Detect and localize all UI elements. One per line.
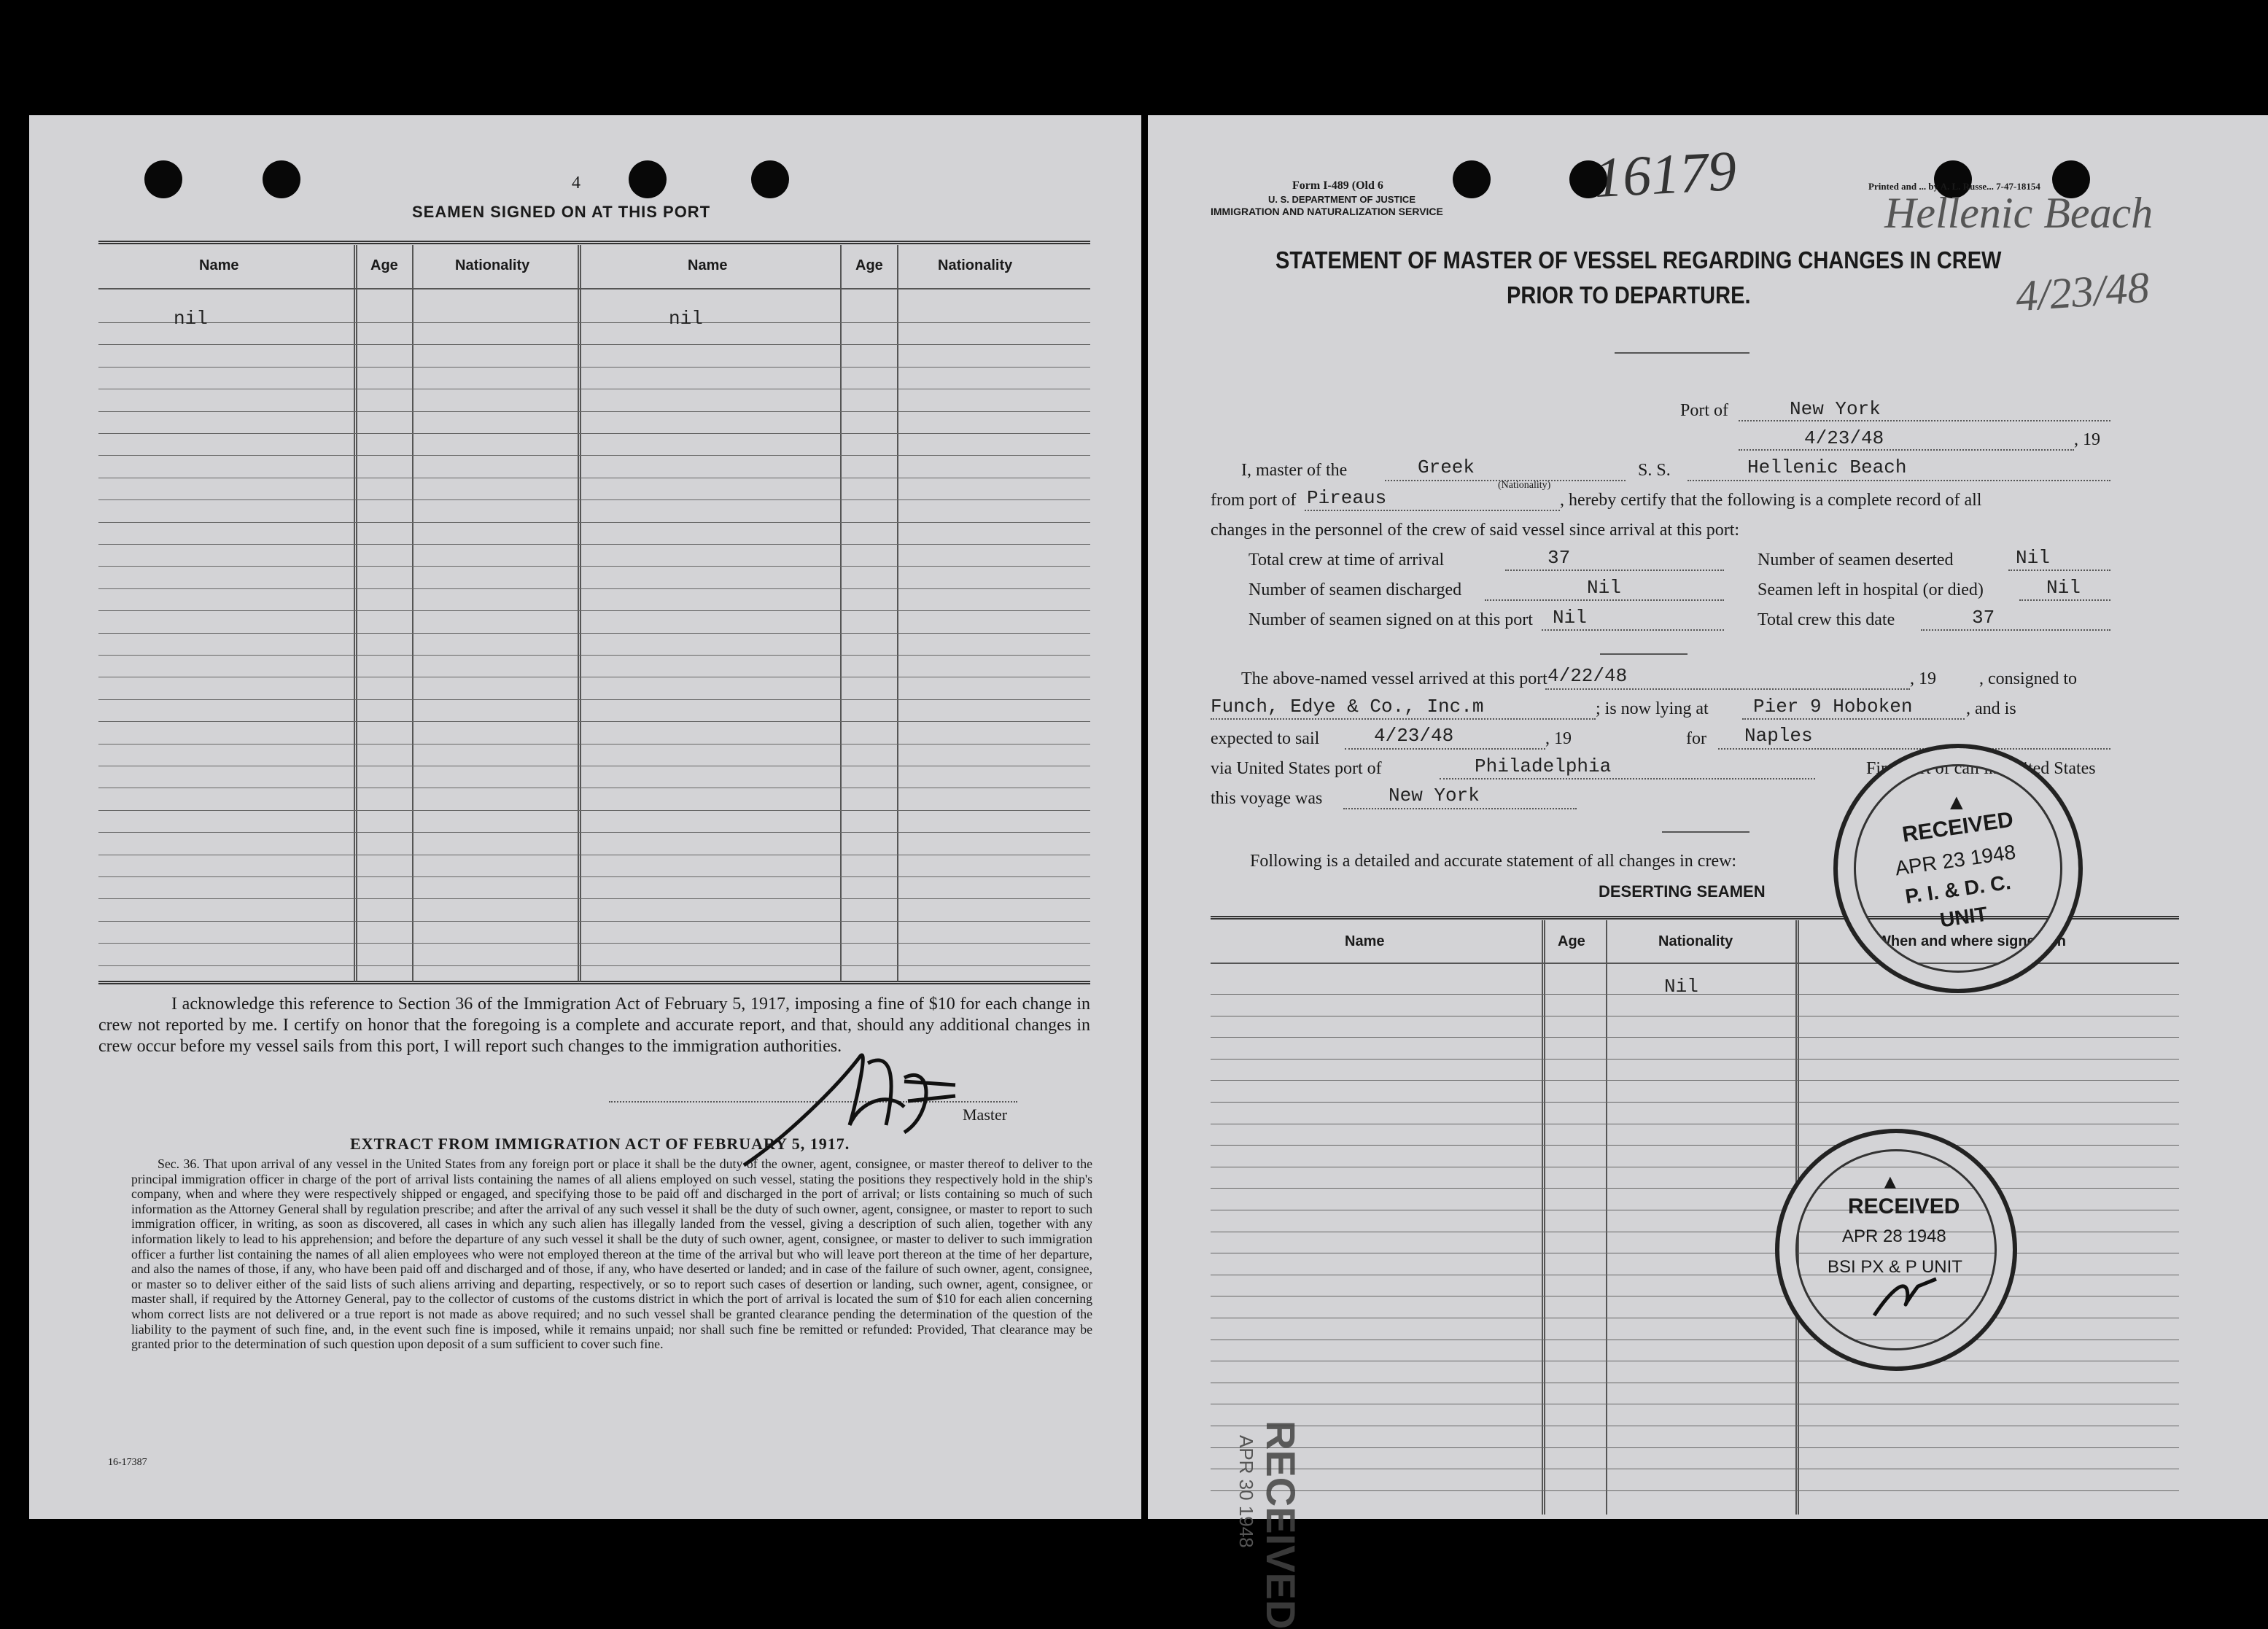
printed-by: Printed and ... by A. L. Russe... 7-47-18154	[1868, 181, 2040, 192]
date-value: 4/23/48	[1804, 427, 1884, 449]
stamp-initials	[1779, 1133, 2013, 1366]
table-row-line	[1211, 1447, 2179, 1448]
form-title-line1: STATEMENT OF MASTER OF VESSEL REGARDING CHANGES IN CREW	[1275, 246, 2002, 273]
ship-line	[1688, 480, 2110, 481]
from-port-label: from port of	[1211, 491, 1297, 510]
punch-hole	[1453, 160, 1491, 198]
table-entry: nil	[669, 308, 703, 330]
following-text: Following is a detailed and accurate statement of all changes in crew:	[1250, 852, 1737, 871]
table-row-line	[1211, 1037, 2179, 1038]
handwritten-ship: Hellenic Beach	[1884, 189, 2154, 237]
from-port-line	[1305, 510, 1560, 511]
master-label: Master	[963, 1105, 1008, 1124]
voyage-line	[1343, 808, 1577, 809]
total-arrival-label: Total crew at time of arrival	[1248, 551, 1445, 569]
deserted-value: Nil	[2016, 547, 2050, 569]
extract-title: EXTRACT FROM IMMIGRATION ACT OF FEBRUARY 5, 1917.	[350, 1135, 850, 1153]
master-of-label: I, master of the	[1241, 461, 1348, 480]
stamp1-line4: UNIT	[1938, 902, 1989, 932]
deserted-line	[2008, 569, 2110, 571]
arrived-suffix: , 19	[1910, 669, 1936, 688]
form-title-line2: PRIOR TO DEPARTURE.	[1507, 281, 1751, 308]
table-row-line	[1211, 1102, 2179, 1103]
stamp2-line2: APR 28 1948	[1842, 1226, 1946, 1246]
handwritten-number: 16179	[1592, 138, 1739, 210]
deserting-header-nationality: Nationality	[1658, 933, 1733, 949]
extract-text: Sec. 36. That upon arrival of any vessel in the United States from any foreign port or place it shall be the duty of the owner, agent, consignee, or master thereof to deliver to the principal immigration officer in charge of the port of arrival lists containing the names of all aliens employed on such vessel, stating the positions they respectively hold in the ship's company, when and where they were respectively shipped or engaged, and specifying those to be paid off and discharged in the port of arrival; or lists containing so much of such information as the Attorney General shall by regulation prescribe; and after the arrival of any such vessel it shall be the duty of such owner, agent, consignee, or master to report to such immigration officer, in writing, as soon as discovered, all cases in which any such alien has illegally landed from the vessel, giving a description of such alien, together with any information likely to lead to his apprehension; and before the departure of any such vessel it shall be the duty of such owner, agent, consignee, or master to deliver to such immigration officer a further list containing the names of all alien employees who were not employed thereon at the time of the arrival but who will leave port thereon at the time of her departure, and also the names of those, if any, who have been paid off and discharged and of those, if any, who have deserted or landed; and in case of the failure of such owner, agent, consignee, or master so to deliver either of the said lists of such aliens arriving and departing, respectively, or so to report such cases of desertion or landing, such owner, agent, consignee, or master shall, if required by the Attorney General, pay to the collector of customs of the customs district in which the port of arrival is located the sum of $10 for each alien concerning whom correct lists are not delivered or a true report is not made as above required; and no such vessel shall be granted clearance pending the determination of the question of the liability to the payment of such fine, and, in the event such fine is imposed, while it remains unpaid; nor shall such fine be remitted or refunded: Provided, That clearance may be granted prior to the determination of such question upon deposit of a sum sufficient to cover such fine.	[131, 1156, 1092, 1352]
deserting-title: DESERTING SEAMEN	[1599, 882, 1766, 901]
stamp3-date: APR 30 1948	[1235, 1435, 1257, 1548]
received-stamp-2	[1775, 1129, 2017, 1371]
ship-value: Hellenic Beach	[1747, 456, 1907, 478]
nationality-value: Greek	[1418, 456, 1475, 478]
header-nationality: Nationality	[455, 257, 530, 273]
received-stamp-1	[1833, 744, 2083, 993]
page-number: 4	[572, 174, 580, 193]
certify-text: , hereby certify that the following is a complete record of all	[1560, 491, 1982, 510]
lying-value: Pier 9 Hoboken	[1753, 696, 1913, 718]
via-line	[1440, 778, 1815, 779]
deserting-header-age: Age	[1558, 933, 1585, 949]
expected-line	[1345, 748, 1545, 750]
total-date-value: 37	[1972, 607, 1995, 629]
deserting-header-name: Name	[1345, 933, 1385, 949]
port-line	[1739, 420, 2110, 421]
changes-text: changes in the personnel of the crew of said vessel since arrival at this port:	[1211, 521, 1740, 540]
received-stamp-3: RECEIVED	[1258, 1420, 1304, 1629]
deserting-entry: Nil	[1664, 976, 1698, 998]
header-age: Age	[855, 257, 883, 273]
voyage-underline	[1662, 831, 1749, 833]
and-is: , and is	[1966, 699, 2016, 718]
expected-label: expected to sail	[1211, 729, 1320, 748]
table-row-line	[1211, 1080, 2179, 1081]
right-page	[1148, 115, 2268, 1629]
total-date-label: Total crew this date	[1758, 610, 1895, 629]
header-age: Age	[370, 257, 398, 273]
stamp2-line3: BSI PX & P UNIT	[1828, 1257, 1962, 1277]
table-row-line	[1211, 1059, 2179, 1060]
date-line	[1739, 449, 2074, 451]
discharged-value: Nil	[1587, 577, 1621, 599]
stamp1-line3: P. I. & D. C.	[1903, 871, 2013, 908]
consignee-value: Funch, Edye & Co., Inc.m	[1211, 696, 1484, 718]
port-label: Port of	[1680, 401, 1728, 420]
department: U. S. DEPARTMENT OF JUSTICE	[1268, 194, 1415, 205]
total-arrival-value: 37	[1547, 547, 1571, 569]
via-label: via United States port of	[1211, 759, 1382, 778]
table-row-line	[1211, 1145, 2179, 1146]
total-date-line	[1921, 629, 2110, 631]
arrived-line	[1545, 688, 1910, 690]
hospital-line	[2019, 599, 2110, 601]
table-row-line	[1211, 1188, 2179, 1189]
table-row-line	[1211, 1490, 2179, 1491]
from-port-value: Pireaus	[1307, 487, 1387, 509]
arrived-value: 4/22/48	[1547, 665, 1628, 687]
stamp-arrow-icon: ▲	[1880, 1171, 1900, 1194]
hospital-value: Nil	[2046, 577, 2081, 599]
for-line	[1718, 748, 2110, 750]
handwritten-date: 4/23/48	[2013, 263, 2151, 321]
section-title: SEAMEN SIGNED ON AT THIS PORT	[412, 203, 711, 221]
stamp-arrow-icon: ▲	[1946, 790, 1968, 815]
stats-underline	[1600, 653, 1688, 655]
voyage-value: New York	[1389, 785, 1480, 806]
nationality-caption: (Nationality)	[1498, 480, 1551, 491]
acknowledgement-text: I acknowledge this reference to Section 36 of the Immigration Act of February 5, 1917, imposing a fine of $10 for each change in crew not reported by me. I certify on honor that the foregoing is a complete and accurate report, and that, should any additional changes in crew occur before my vessel sails from this port, I will report such changes to the immigration authorities.	[98, 995, 1090, 1056]
arrived-label: The above-named vessel arrived at this port	[1241, 669, 1547, 688]
for-label: for	[1686, 729, 1706, 748]
form-code: 16-17387	[108, 1457, 147, 1468]
date-suffix: , 19	[2074, 430, 2100, 449]
deserting-header-signed: When and where signed on	[1877, 933, 2066, 949]
service: IMMIGRATION AND NATURALIZATION SERVICE	[1211, 206, 1443, 217]
total-arrival-line	[1505, 569, 1724, 571]
header-name: Name	[688, 257, 728, 273]
deserted-label: Number of seamen deserted	[1758, 551, 1954, 569]
consignee-line	[1211, 718, 1596, 720]
discharged-line	[1485, 599, 1724, 601]
first-port-label: First port of call in United States	[1866, 759, 2096, 778]
expected-value: 4/23/48	[1374, 725, 1454, 747]
stamp1-line2: APR 23 1948	[1893, 840, 2017, 880]
discharged-label: Number of seamen discharged	[1248, 580, 1462, 599]
port-value: New York	[1790, 398, 1881, 420]
lying-line	[1742, 718, 1965, 720]
hospital-label: Seamen left in hospital (or died)	[1758, 580, 1984, 599]
table-entry: nil	[174, 308, 208, 330]
ss-label: S. S.	[1638, 461, 1671, 480]
voyage-label: this voyage was	[1211, 789, 1323, 808]
signed-value: Nil	[1553, 607, 1587, 629]
lying-label: ; is now lying at	[1596, 699, 1709, 718]
header-nationality: Nationality	[938, 257, 1013, 273]
left-page	[29, 115, 1141, 1519]
title-underline	[1615, 352, 1749, 354]
header-name: Name	[199, 257, 239, 273]
form-number: Form I-489 (Old 6	[1292, 179, 1383, 192]
signed-label: Number of seamen signed on at this port	[1248, 610, 1533, 629]
stamp1-line1: RECEIVED	[1900, 807, 2015, 847]
signed-line	[1542, 629, 1724, 631]
stamp2-line1: RECEIVED	[1848, 1194, 1960, 1218]
for-value: Naples	[1744, 725, 1813, 747]
expected-suffix: , 19	[1545, 729, 1572, 748]
via-value: Philadelphia	[1475, 755, 1612, 777]
consigned-label: , consigned to	[1979, 669, 2077, 688]
